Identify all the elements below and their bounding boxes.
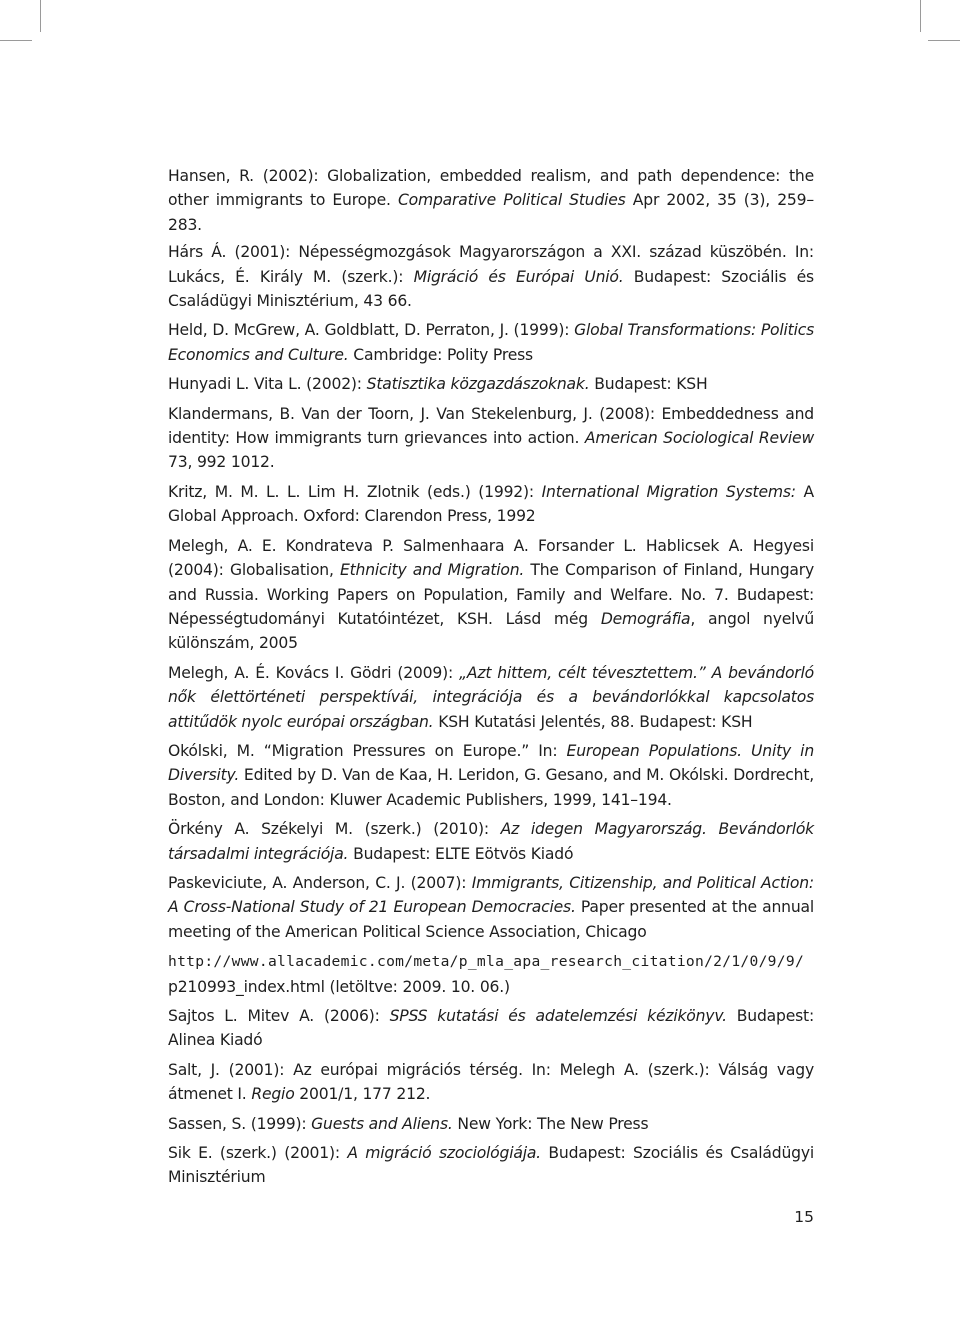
ref-part: The Comparison of Finland, Hungary and Russia. Working Papers on Population, Family and Welfare. No. 7. Budapest: Népességtudományi Kutatóintézet, KSH. Lásd még <box>168 561 814 628</box>
ref-part: Guests and Aliens. <box>311 1114 453 1133</box>
ref-part: International Migration Systems: <box>541 482 796 501</box>
ref-part: Global Transformations: Politics Economics and Culture. <box>168 321 814 364</box>
ref-part: Az idegen Magyarország. Bevándorlók társadalmi integrációja. <box>168 820 814 863</box>
ref-part: p210993_index.html (letöltve: 2009. 10. 06.) <box>168 977 510 996</box>
crop-mark <box>0 40 32 41</box>
ref-part: 2001/1, 177 212. <box>294 1085 431 1104</box>
ref-part: New York: The New Press <box>452 1114 649 1133</box>
reference-entry <box>168 402 814 475</box>
ref-part: Budapest: ELTE Eötvös Kiadó <box>348 844 574 863</box>
ref-part: Edited by D. Van de Kaa, H. Leridon, G. Gesano, and M. Okólski. Dordrecht, Boston, and London: Kluwer Academic Publishers, 1999, 141–194. <box>168 766 814 809</box>
ref-part: Budapest: Alinea Kiadó <box>168 1007 814 1050</box>
ref-part: Budapest: Szociális és Családügyi Minisztérium <box>168 1144 814 1187</box>
ref-part: Klandermans, B. Van der Toorn, J. Van Stekelenburg, J. (2008): Embeddedness and identity: How immigrants turn grievances into action. <box>168 404 814 448</box>
reference-entry <box>168 949 814 999</box>
reference-entry <box>168 318 814 367</box>
crop-mark <box>920 0 921 32</box>
crop-mark <box>40 0 41 32</box>
ref-part: 73, 992 1012. <box>168 453 275 472</box>
ref-part: A migráció szociológiája. <box>347 1144 541 1163</box>
reference-entry <box>168 871 814 944</box>
ref-part: Demográfia <box>600 609 691 628</box>
reference-list <box>168 164 814 1195</box>
ref-part: „Azt hittem, célt tévesztettem.” A bevándorló nők élettörténeti perspektívái, integrációja és a bevándorlókkal kapcsolatos attitűdök nyolc európai országban. <box>168 663 814 731</box>
ref-part: SPSS kutatási és adatelemzési kézikönyv. <box>389 1007 727 1025</box>
ref-part: Held, D. McGrew, A. Goldblatt, D. Perraton, J. (1999): <box>168 321 575 340</box>
ref-part: Hansen, R. (2002): Globalization, embedded realism, and path dependence: the other immigrants to Europe. <box>168 167 814 210</box>
ref-part: Apr 2002, 35 (3), 259–283. <box>168 191 814 234</box>
reference-entry <box>168 1058 814 1107</box>
ref-part: , angol nyelvű különszám, 2005 <box>168 609 814 653</box>
page-number: 15 <box>794 1208 814 1226</box>
ref-part: A Global Approach. Oxford: Clarendon Press, 1992 <box>168 482 814 526</box>
ref-part: Kritz, M. M. L. L. Lim H. Zlotnik (eds.) (1992): <box>168 482 542 501</box>
reference-entry <box>168 739 814 812</box>
ref-part: Comparative Political Studies <box>397 191 626 210</box>
ref-part: Paskeviciute, A. Anderson, C. J. (2007): <box>168 873 472 892</box>
reference-entry <box>168 817 814 866</box>
reference-entry <box>168 480 814 529</box>
ref-part: Salt, J. (2001): Az európai migrációs térség. In: Melegh A. (szerk.): Válság vagy átmenet I. <box>168 1060 814 1104</box>
ref-part: Sajtos L. Mitev A. (2006): <box>168 1007 390 1025</box>
ref-part: Paper presented at the annual meeting of the American Political Science Association, Chicago <box>168 898 814 941</box>
ref-part: Ethnicity and Migration. <box>339 561 525 580</box>
ref-part: Budapest: Szociális és Családügyi Minisztérium, 43 66. <box>168 267 814 311</box>
ref-part: Budapest: KSH <box>589 375 708 394</box>
reference-entry <box>168 372 814 396</box>
ref-part: European Populations. Unity in Diversity. <box>168 741 814 785</box>
ref-part: American Sociological Review <box>584 429 814 448</box>
reference-entry <box>168 240 814 313</box>
crop-mark <box>928 40 960 41</box>
ref-part: Cambridge: Polity Press <box>348 345 533 364</box>
ref-part: Hunyadi L. Vita L. (2002): <box>168 375 367 394</box>
reference-entry <box>168 534 814 656</box>
url-link[interactable]: http://www.allacademic.com/meta/p_mla_apa_research_citation/2/1/0/9/9/ <box>168 953 805 971</box>
ref-part: Sassen, S. (1999): <box>168 1114 312 1133</box>
ref-part: Örkény A. Székelyi M. (szerk.) (2010): <box>168 820 501 839</box>
reference-entry <box>168 164 814 237</box>
ref-part: Immigrants, Citizenship, and Political Action: A Cross-National Study of 21 European Democracies. <box>168 873 814 917</box>
reference-entry <box>168 661 814 734</box>
ref-part: Regio <box>251 1085 295 1104</box>
ref-part: Okólski, M. “Migration Pressures on Europe.” In: <box>168 741 567 760</box>
ref-part: Migráció és Európai Unió. <box>413 267 624 286</box>
ref-part: KSH Kutatási Jelentés, 88. Budapest: KSH <box>433 712 753 731</box>
ref-part: Melegh, A. E. Kondrateva P. Salmenhaara A. Forsander L. Hablicsek A. Hegyesi (2004): Globalisation, <box>168 536 814 580</box>
ref-part: Hárs Á. (2001): Népességmozgások Magyarországon a XXI. század küszöbén. In: Lukács, É. Király M. (szerk.): <box>168 243 814 286</box>
reference-entry <box>168 1112 814 1136</box>
ref-part: Statisztika közgazdászoknak. <box>366 375 590 394</box>
reference-entry <box>168 1141 814 1190</box>
ref-part: Sik E. (szerk.) (2001): <box>168 1144 348 1163</box>
reference-entry <box>168 1004 814 1053</box>
ref-part: Melegh, A. É. Kovács I. Gödri (2009): <box>168 663 460 682</box>
